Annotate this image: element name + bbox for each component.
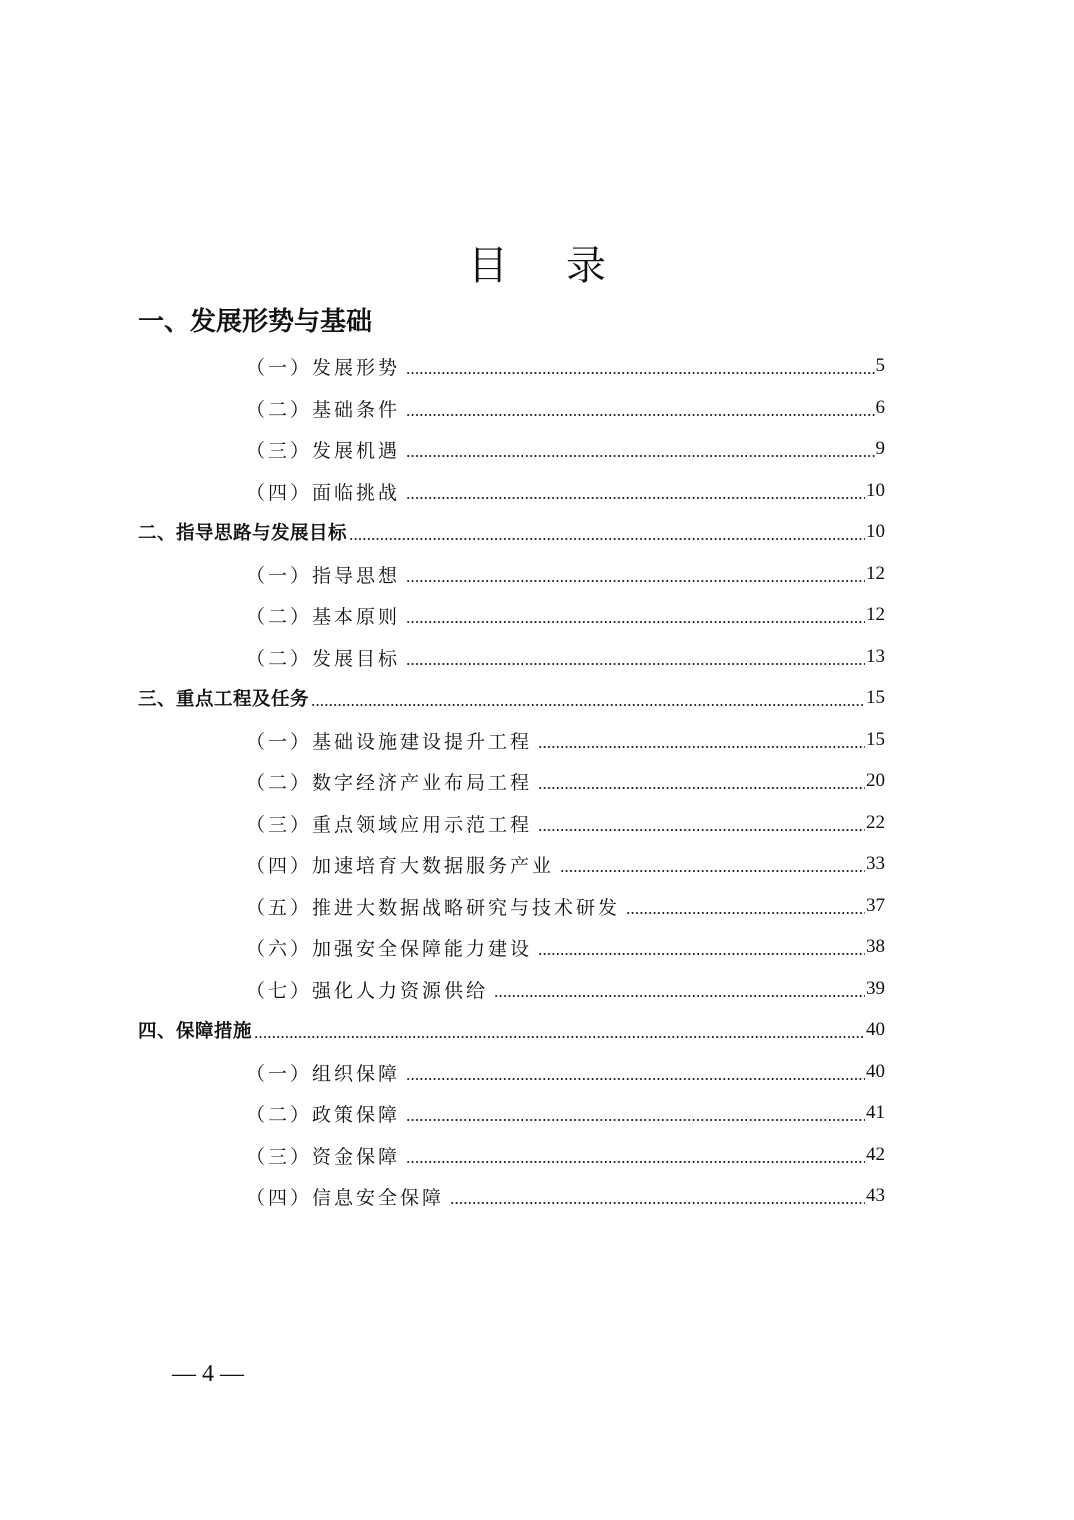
toc-entry-page: 12 [866,604,885,625]
toc-entry[interactable] [246,1178,885,1214]
toc-dot-leader [406,497,865,499]
toc-dot-leader [254,1036,865,1038]
toc-entry-page: 37 [866,895,885,916]
toc-entry-label: （二）基础条件 [246,398,401,421]
toc-dot-leader [626,912,865,914]
toc-dot-leader [560,870,865,872]
toc-entry-label: （一）组织保障 [246,1062,401,1085]
toc-entry-label: （二）政策保障 [246,1103,401,1126]
toc-entry[interactable] [246,1054,885,1090]
page-title-char-1: 目 [468,243,508,289]
toc-dot-leader [538,787,865,789]
toc-entry[interactable] [246,929,885,965]
toc-entry-page: 20 [866,770,885,791]
toc-entry-page: 13 [866,646,885,667]
toc-dot-leader [406,455,874,457]
toc-entry[interactable] [246,431,885,467]
toc-entry-label: （一）基础设施建设提升工程 [246,730,533,753]
toc-entry-label: 二、指导思路与发展目标 [138,523,348,544]
page-title-char-2: 录 [566,243,606,289]
toc-entry-label: （三）重点领域应用示范工程 [246,813,533,836]
toc-entry-page: 40 [866,1061,885,1082]
toc-entry[interactable] [246,597,885,633]
toc-dot-leader [406,372,874,374]
toc-entry-page: 33 [866,853,885,874]
toc-entry-label: （一）指导思想 [246,564,401,587]
toc-section-entry[interactable] [138,514,885,550]
toc-entry[interactable] [246,763,885,799]
toc-dot-leader [538,829,865,831]
toc-section-heading-1[interactable]: 一、发展形势与基础 [138,307,373,337]
toc-entry-label: （三）发展机遇 [246,439,401,462]
toc-entry-label: 四、保障措施 [138,1021,253,1042]
toc-dot-leader [494,995,865,997]
toc-dot-leader [538,746,865,748]
toc-entry-label: 三、重点工程及任务 [138,689,310,710]
toc-dot-leader [406,1078,865,1080]
toc-dot-leader [349,538,865,540]
toc-entry-label: （四）信息安全保障 [246,1186,445,1209]
toc-entry-page: 15 [866,687,885,708]
toc-entry-page: 5 [875,355,885,376]
toc-entry-label: （六）加强安全保障能力建设 [246,937,533,960]
toc-section-entry[interactable] [138,680,885,716]
toc-entry[interactable] [246,639,885,675]
toc-entry-page: 10 [866,521,885,542]
toc-dot-leader [406,621,865,623]
toc-entry-label: （四）加速培育大数据服务产业 [246,854,555,877]
toc-entry-label: （二）基本原则 [246,605,401,628]
toc-entry[interactable] [246,805,885,841]
toc-entry[interactable] [246,390,885,426]
toc-entry-page: 22 [866,812,885,833]
toc-entry-page: 10 [866,480,885,501]
page-number-footer: — 4 — [172,1361,244,1387]
toc-dot-leader [538,953,865,955]
toc-entry-label: （五）推进大数据战略研究与技术研发 [246,896,621,919]
toc-entry[interactable] [246,888,885,924]
toc-dot-leader [406,580,865,582]
toc-dot-leader [406,414,874,416]
toc-entry[interactable] [246,722,885,758]
toc-entry[interactable] [246,1137,885,1173]
toc-entry[interactable] [246,348,885,384]
toc-entry[interactable] [246,846,885,882]
toc-entry-page: 38 [866,936,885,957]
toc-entry-label: （二）发展目标 [246,647,401,670]
toc-entry[interactable] [246,556,885,592]
toc-entry-page: 40 [866,1019,885,1040]
toc-entry[interactable] [246,1095,885,1131]
toc-entry-page: 41 [866,1102,885,1123]
toc-dot-leader [311,704,865,706]
toc-dot-leader [406,1119,865,1121]
page-title [0,236,1074,296]
toc-entry-page: 6 [875,397,885,418]
toc-entry-label: （七）强化人力资源供给 [246,979,489,1002]
toc-dot-leader [450,1202,865,1204]
toc-entry[interactable] [246,971,885,1007]
toc-entry-label: （一）发展形势 [246,356,401,379]
toc-section-entry[interactable] [138,1012,885,1048]
toc-entry-label: （三）资金保障 [246,1145,401,1168]
toc-entry[interactable] [246,473,885,509]
toc-entry-label: （四）面临挑战 [246,481,401,504]
toc-entry-page: 42 [866,1144,885,1165]
toc-entry-page: 12 [866,563,885,584]
toc-entry-page: 39 [866,978,885,999]
toc-entry-page: 15 [866,729,885,750]
toc-dot-leader [406,663,865,665]
toc-entry-label: （二）数字经济产业布局工程 [246,771,533,794]
toc-dot-leader [406,1161,865,1163]
toc-entry-page: 9 [875,438,885,459]
toc-entry-page: 43 [866,1185,885,1206]
